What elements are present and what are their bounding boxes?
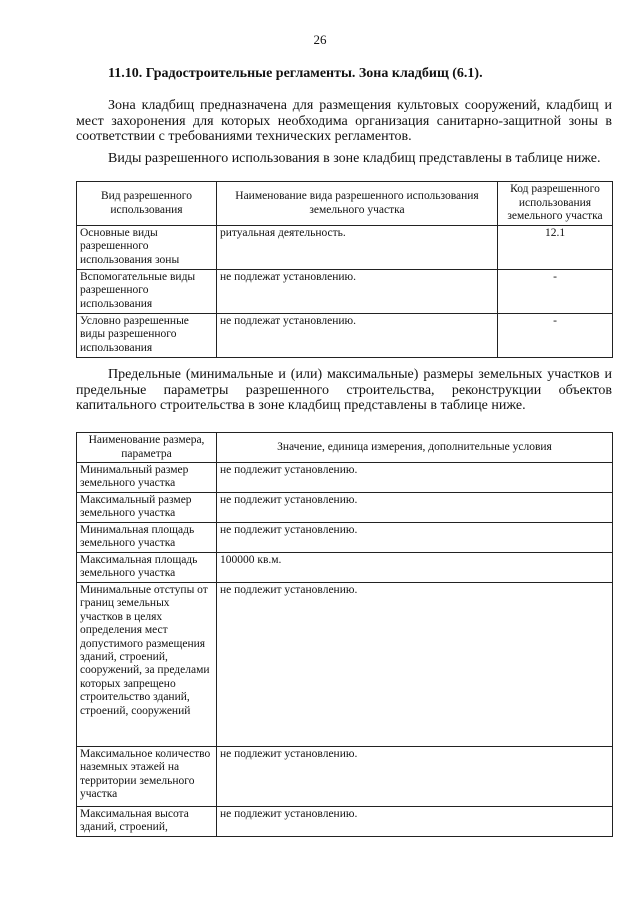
header-parameter: Наименование размера, параметра <box>77 433 217 463</box>
parameter-cell: Максимальная площадь земельного участка <box>77 553 217 583</box>
table-row <box>77 583 613 747</box>
intro-paragraph: Зона кладбищ предназначена для размещения культовых сооружений, кладбищ и мест захоронения для которых необходима организация санитарно-защитной зоны в соответствии с требованиями технических регламентов. <box>76 98 612 144</box>
use-name-cell: не подлежат установлению. <box>217 314 498 358</box>
table-row <box>77 807 613 837</box>
parameter-cell: Максимальный размер земельного участка <box>77 493 217 523</box>
table-row <box>77 493 613 523</box>
parameter-cell: Минимальный размер земельного участка <box>77 463 217 493</box>
table-row <box>77 314 613 358</box>
parameter-cell: Минимальная площадь земельного участка <box>77 523 217 553</box>
parameter-cell: Максимальное количество наземных этажей на территории земельного участка <box>77 747 217 807</box>
use-code-cell: - <box>498 270 613 314</box>
table-row <box>77 523 613 553</box>
header-use-type: Вид разрешенного использования <box>77 182 217 226</box>
parameter-cell: Минимальные отступы от границ земельных участков в целях определения мест допустимого размещения зданий, строений, сооружений, за пределами которых запрещено строительство зданий, строений, сооружений <box>77 583 217 747</box>
use-name-cell: не подлежат установлению. <box>217 270 498 314</box>
section-heading: 11.10. Градостроительные регламенты. Зона кладбищ (6.1). <box>108 66 483 81</box>
header-use-code: Код разрешенного использования земельного участка <box>498 182 613 226</box>
table-row <box>77 226 613 270</box>
use-name-cell: ритуальная деятельность. <box>217 226 498 270</box>
permitted-uses-table <box>76 181 613 358</box>
table-row <box>77 270 613 314</box>
value-cell: не подлежит установлению. <box>217 493 613 523</box>
use-type-cell: Вспомогательные виды разрешенного использования <box>77 270 217 314</box>
value-cell: не подлежит установлению. <box>217 747 613 807</box>
table-row <box>77 747 613 807</box>
value-cell: не подлежит установлению. <box>217 583 613 747</box>
header-use-name: Наименование вида разрешенного использования земельного участка <box>217 182 498 226</box>
use-type-cell: Основные виды разрешенного использования зоны <box>77 226 217 270</box>
table-header-row <box>77 433 613 463</box>
use-code-cell: - <box>498 314 613 358</box>
uses-intro-paragraph: Виды разрешенного использования в зоне кладбищ представлены в таблице ниже. <box>108 151 601 166</box>
table-row <box>77 463 613 493</box>
use-type-cell: Условно разрешенные виды разрешенного использования <box>77 314 217 358</box>
table-header-row <box>77 182 613 226</box>
value-cell: не подлежит установлению. <box>217 523 613 553</box>
value-cell: 100000 кв.м. <box>217 553 613 583</box>
value-cell: не подлежит установлению. <box>217 807 613 837</box>
parameters-table <box>76 432 613 837</box>
parameters-intro-paragraph: Предельные (минимальные и (или) максимальные) размеры земельных участков и предельные параметры разрешенного строительства, реконструкции объектов капитального строительства в зоне кладбищ представлены в таблице ниже. <box>76 367 612 413</box>
table-row <box>77 553 613 583</box>
page-number: 26 <box>313 32 327 47</box>
header-value: Значение, единица измерения, дополнительные условия <box>217 433 613 463</box>
parameter-cell: Максимальная высота зданий, строений, <box>77 807 217 837</box>
value-cell: не подлежит установлению. <box>217 463 613 493</box>
use-code-cell: 12.1 <box>498 226 613 270</box>
